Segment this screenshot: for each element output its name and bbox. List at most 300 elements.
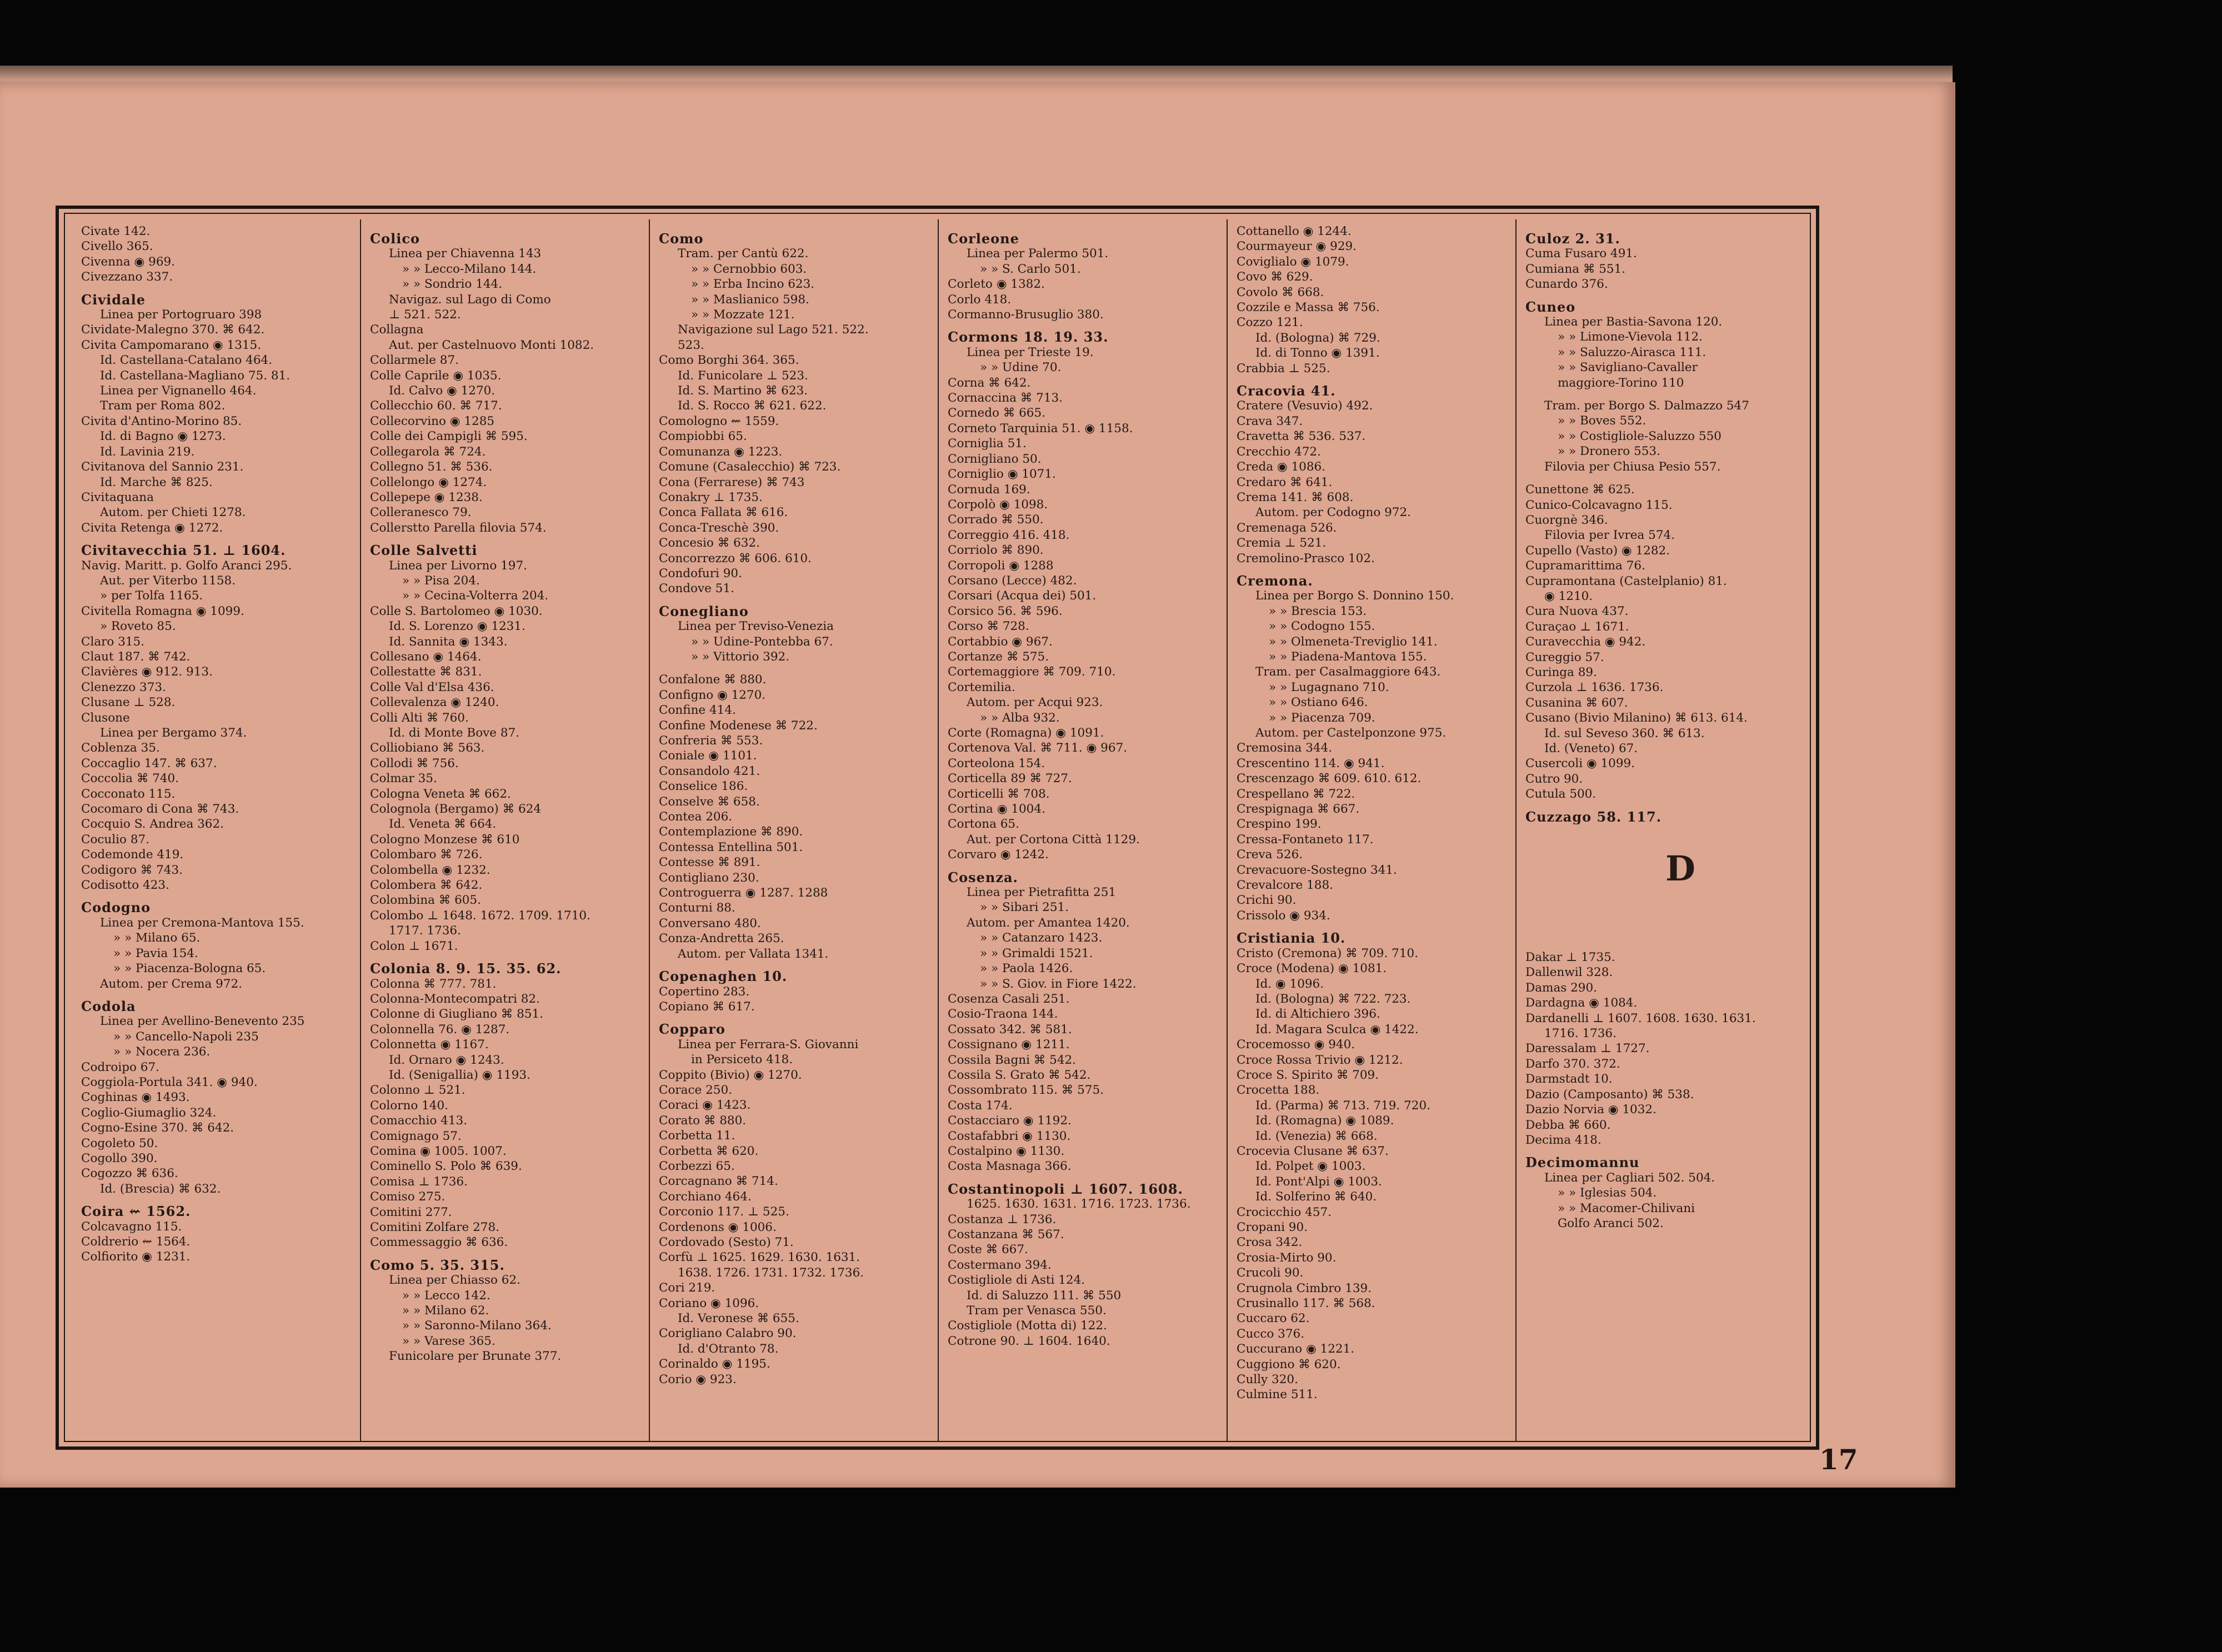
index-entry: Linea per Ferrara-S. Giovanni <box>678 1037 859 1052</box>
index-entry: Conselice 186. <box>659 779 748 794</box>
index-entry: Cratere (Vesuvio) 492. <box>1237 399 1373 413</box>
index-entry: Crespignaga ⌘ 667. <box>1237 802 1360 817</box>
index-entry: Comunanza ◉ 1223. <box>659 444 783 459</box>
index-entry: Cortina ◉ 1004. <box>948 802 1045 817</box>
index-heading: Cracovia 41. <box>1237 383 1336 399</box>
index-entry: Id. di Bagno ◉ 1273. <box>100 429 226 444</box>
index-entry: Collevalenza ◉ 1240. <box>370 695 499 710</box>
index-entry: Colle Caprile ◉ 1035. <box>370 368 502 383</box>
index-entry: Linea per Chiasso 62. <box>389 1273 521 1288</box>
index-entry: Clusone <box>81 710 130 725</box>
index-entry: » » Iglesias 504. <box>1558 1186 1657 1200</box>
index-entry: Conca Fallata ⌘ 616. <box>659 505 788 520</box>
index-entry: Cropani 90. <box>1237 1220 1308 1234</box>
index-entry: Cravetta ⌘ 536. 537. <box>1237 429 1366 444</box>
index-entry: Cogno-Esine 370. ⌘ 642. <box>81 1121 234 1135</box>
index-entry: Colli Alti ⌘ 760. <box>370 710 469 725</box>
index-entry: Credaro ⌘ 641. <box>1237 475 1333 489</box>
index-entry: » » Milano 62. <box>402 1304 489 1318</box>
index-entry: Id. Castellana-Magliano 75. 81. <box>100 368 291 383</box>
index-entry: Linea per Trieste 19. <box>967 345 1094 359</box>
index-entry: Colombina ⌘ 605. <box>370 893 481 908</box>
index-entry: Corpolò ◉ 1098. <box>948 497 1048 512</box>
index-entry: Conza-Andretta 265. <box>659 932 784 946</box>
index-entry: Collagna <box>370 323 424 337</box>
index-entry: Crichi 90. <box>1237 893 1297 908</box>
index-entry: Crema 141. ⌘ 608. <box>1237 490 1354 504</box>
index-entry: Collestatte ⌘ 831. <box>370 665 482 679</box>
index-entry: Linea per Livorno 197. <box>389 558 527 573</box>
index-entry: Corropoli ◉ 1288 <box>948 558 1054 573</box>
index-entry: Coraci ◉ 1423. <box>659 1098 751 1113</box>
index-entry: » » Pisa 204. <box>402 573 480 588</box>
index-entry: Corigliano Calabro 90. <box>659 1326 797 1341</box>
index-entry: Controguerra ◉ 1287. 1288 <box>659 886 828 900</box>
index-entry: » » Mozzate 121. <box>691 308 795 322</box>
index-heading: Culoz 2. 31. <box>1525 231 1620 247</box>
index-column-2 <box>361 219 650 1441</box>
index-heading: Cuzzago 58. 117. <box>1525 809 1662 825</box>
index-column-5 <box>1228 219 1517 1441</box>
index-entry: Colonna ⌘ 777. 781. <box>370 977 497 991</box>
index-entry: Corato ⌘ 880. <box>659 1113 747 1128</box>
index-entry: Cologno Monzese ⌘ 610 <box>370 832 520 847</box>
index-entry: Civitella Romagna ◉ 1099. <box>81 604 244 618</box>
index-entry: Contesse ⌘ 891. <box>659 855 760 870</box>
index-entry: Cormanno-Brusuglio 380. <box>948 308 1104 322</box>
index-entry: Id. (Senigallia) ◉ 1193. <box>389 1068 531 1082</box>
index-entry: Cotrone 90. ⊥ 1604. 1640. <box>948 1334 1110 1348</box>
index-entry: Crissolo ◉ 934. <box>1237 908 1330 923</box>
index-entry: Daressalam ⊥ 1727. <box>1525 1042 1650 1056</box>
index-heading: Coira ⇜ 1562. <box>81 1204 191 1219</box>
index-entry: Id. S. Martino ⌘ 623. <box>678 384 808 398</box>
index-entry: Corticella 89 ⌘ 727. <box>948 772 1072 786</box>
index-entry: Corcagnano ⌘ 714. <box>659 1174 778 1189</box>
index-entry: Cozzo 121. <box>1237 316 1303 330</box>
index-entry: Costacciaro ◉ 1192. <box>948 1114 1072 1128</box>
index-entry: Culmine 511. <box>1237 1388 1318 1402</box>
index-heading: Cristiania 10. <box>1237 930 1346 946</box>
index-entry: Civita Campomarano ◉ 1315. <box>81 338 262 352</box>
index-entry: Contea 206. <box>659 810 733 824</box>
index-entry: Cuorgnè 346. <box>1525 513 1608 527</box>
index-entry: Cortenova Val. ⌘ 711. ◉ 967. <box>948 741 1128 755</box>
index-entry: Curavecchia ◉ 942. <box>1525 635 1646 649</box>
index-heading: Colico <box>370 231 420 247</box>
index-entry: Autom. per Codogno 972. <box>1255 505 1411 520</box>
index-entry: Cuccurano ◉ 1221. <box>1237 1342 1355 1356</box>
index-entry: Cordenons ◉ 1006. <box>659 1220 777 1234</box>
index-entry: Creva 526. <box>1237 848 1303 862</box>
index-entry: Colonna-Montecompatri 82. <box>370 992 540 1006</box>
index-entry: Id. (Bologna) ⌘ 722. 723. <box>1255 992 1411 1006</box>
index-entry: Cureggio 57. <box>1525 650 1604 664</box>
index-entry: » Roveto 85. <box>100 619 176 634</box>
index-entry: Cremolino-Prasco 102. <box>1237 551 1375 565</box>
index-entry: Id. di Altichiero 396. <box>1255 1007 1380 1022</box>
index-entry: Codisotto 423. <box>81 878 169 893</box>
index-entry: Coghinas ◉ 1493. <box>81 1090 190 1105</box>
index-entry: Cogozzo ⌘ 636. <box>81 1167 178 1181</box>
index-entry: » » Savigliano-Cavaller <box>1558 361 1698 375</box>
index-entry: Croce Rossa Trivio ◉ 1212. <box>1237 1053 1403 1067</box>
index-entry: Cusanina ⌘ 607. <box>1525 695 1628 710</box>
index-entry: Cupramontana (Castelplanio) 81. <box>1525 574 1727 588</box>
index-entry: » » Limone-Vievola 112. <box>1558 330 1703 344</box>
index-entry: Cumiana ⌘ 551. <box>1525 262 1626 276</box>
index-entry: Id. di Monte Bove 87. <box>389 726 520 740</box>
index-entry: Id. S. Rocco ⌘ 621. 622. <box>678 399 827 413</box>
index-entry: Navig. Maritt. p. Golfo Aranci 295. <box>81 558 292 573</box>
index-entry: Cosenza Casali 251. <box>948 992 1070 1006</box>
index-entry: Colonnetta ◉ 1167. <box>370 1038 489 1052</box>
index-entry: Coviglialo ◉ 1079. <box>1237 254 1349 269</box>
index-entry: Cividate-Malegno 370. ⌘ 642. <box>81 323 265 337</box>
index-entry: Crava 347. <box>1237 414 1303 428</box>
index-entry: Cossila S. Grato ⌘ 542. <box>948 1068 1091 1082</box>
index-entry: Covolo ⌘ 668. <box>1237 285 1324 299</box>
index-entry: Coldrerio ⇜ 1564. <box>81 1235 191 1249</box>
index-entry: Civitaquana <box>81 490 154 504</box>
index-entry: Autom. per Acqui 923. <box>967 695 1103 710</box>
index-entry: » » S. Giov. in Fiore 1422. <box>980 977 1137 991</box>
index-entry: Id. S. Lorenzo ◉ 1231. <box>389 619 526 634</box>
index-entry: Conversano 480. <box>659 916 761 930</box>
index-heading: Cuneo <box>1525 299 1576 315</box>
index-entry: Id. (Parma) ⌘ 713. 719. 720. <box>1255 1098 1430 1113</box>
index-entry: Cunico-Colcavagno 115. <box>1525 498 1673 512</box>
index-entry: Costigliole (Motta di) 122. <box>948 1319 1107 1333</box>
index-entry: Corleto ◉ 1382. <box>948 277 1045 292</box>
index-entry: Civate 142. <box>81 224 151 238</box>
index-entry: Crevacuore-Sostegno 341. <box>1237 863 1397 877</box>
spacer <box>1525 919 1802 927</box>
index-entry: Cossombrato 115. ⌘ 575. <box>948 1083 1104 1098</box>
index-entry: Dardagna ◉ 1084. <box>1525 996 1638 1010</box>
index-entry: Id. (Romagna) ◉ 1089. <box>1255 1114 1394 1128</box>
index-entry: Cremenaga 526. <box>1237 520 1337 535</box>
index-entry: Id. Castellana-Catalano 464. <box>100 353 273 368</box>
index-entry: Corbetta 11. <box>659 1129 735 1143</box>
index-entry: Colonno ⊥ 521. <box>370 1083 466 1098</box>
index-entry: Claro 315. <box>81 634 145 649</box>
index-entry: Colmar 35. <box>370 772 437 786</box>
index-entry: maggiore-Torino 110 <box>1558 376 1684 390</box>
index-column-1 <box>72 219 361 1441</box>
index-entry: Collelongo ◉ 1274. <box>370 475 487 489</box>
spacer <box>1525 474 1802 482</box>
index-entry: Commessaggio ⌘ 636. <box>370 1235 508 1250</box>
index-entry: Codemonde 419. <box>81 848 184 862</box>
spacer <box>1525 942 1802 950</box>
index-entry: Linea per Chiavenna 143 <box>389 247 542 261</box>
index-entry: in Persiceto 418. <box>691 1053 793 1067</box>
index-entry: » » Piadena-Mantova 155. <box>1269 649 1427 664</box>
index-entry: Civita Retenga ◉ 1272. <box>81 520 223 535</box>
index-entry: Cocconato 115. <box>81 787 176 801</box>
index-entry: Linea per Pietrafitta 251 <box>967 885 1117 900</box>
index-entry: Corlo 418. <box>948 292 1012 307</box>
index-entry: » » Costigliole-Saluzzo 550 <box>1558 429 1721 443</box>
index-entry: Corna ⌘ 642. <box>948 376 1031 390</box>
index-entry: » » Nocera 236. <box>113 1045 211 1059</box>
index-entry: Clenezzo 373. <box>81 680 166 694</box>
index-entry: Corchiano 464. <box>659 1189 752 1204</box>
index-entry: Linea per Avellino-Benevento 235 <box>100 1014 305 1029</box>
index-entry: Collepepe ◉ 1238. <box>370 490 483 504</box>
index-entry: Confine 414. <box>659 703 736 718</box>
index-entry: Id. Marche ⌘ 825. <box>100 475 213 489</box>
index-heading: Codola <box>81 998 136 1014</box>
index-entry: Contessa Entellina 501. <box>659 840 803 854</box>
index-entry: Id. Veneta ⌘ 664. <box>389 817 497 832</box>
index-entry: Conturni 88. <box>659 901 735 915</box>
index-entry: Cupello (Vasto) ◉ 1282. <box>1525 543 1670 558</box>
index-entry: Dazio (Camposanto) ⌘ 538. <box>1525 1087 1694 1102</box>
index-entry: Crescentino 114. ◉ 941. <box>1237 756 1385 770</box>
index-entry: » » Macomer-Chilivani <box>1558 1201 1695 1215</box>
index-entry: Corrado ⌘ 550. <box>948 513 1044 527</box>
index-entry: Collerstto Parella filovia 574. <box>370 520 547 535</box>
index-entry: Confalone ⌘ 880. <box>659 673 767 687</box>
index-entry: Coculio 87. <box>81 832 150 847</box>
index-entry: Curaçao ⊥ 1671. <box>1525 619 1629 634</box>
index-entry: Colon ⊥ 1671. <box>370 939 458 953</box>
index-entry: Corinaldo ◉ 1195. <box>659 1357 770 1371</box>
index-entry: Linea per Vignanello 464. <box>100 384 257 398</box>
index-entry: Croce S. Spirito ⌘ 709. <box>1237 1068 1379 1082</box>
index-entry: Linea per Portogruaro 398 <box>100 308 262 322</box>
index-entry: » » Sondrio 144. <box>402 277 503 292</box>
index-entry: Coccolia ⌘ 740. <box>81 772 179 786</box>
index-entry: Autom. per Crema 972. <box>100 977 242 991</box>
index-entry: Croce (Modena) ◉ 1081. <box>1237 962 1387 976</box>
index-entry: Tram. per Cantù 622. <box>678 247 809 261</box>
index-entry: Cori 219. <box>659 1281 715 1295</box>
index-entry: » » Cecina-Volterra 204. <box>402 589 549 603</box>
index-column-3 <box>650 219 939 1441</box>
index-entry: Cominello S. Polo ⌘ 639. <box>370 1159 522 1174</box>
index-entry: Costermano 394. <box>948 1258 1052 1272</box>
index-entry: Cusercoli ◉ 1099. <box>1525 757 1635 771</box>
index-entry: Civita d'Antino-Morino 85. <box>81 414 242 428</box>
index-entry: Colognola (Bergamo) ⌘ 624 <box>370 802 541 817</box>
index-entry: Collesano ◉ 1464. <box>370 649 482 664</box>
index-entry: Cossato 342. ⌘ 581. <box>948 1022 1072 1037</box>
index-entry: Crusinallo 117. ⌘ 568. <box>1237 1296 1375 1311</box>
index-heading: Corleone <box>948 231 1019 247</box>
index-heading: Colonia 8. 9. 15. 35. 62. <box>370 961 562 977</box>
index-entry: Clavières ◉ 912. 913. <box>81 665 213 679</box>
index-entry: Concesio ⌘ 632. <box>659 536 760 550</box>
index-entry: Crabbia ⊥ 525. <box>1237 361 1330 376</box>
index-entry: Coriano ◉ 1096. <box>659 1296 759 1310</box>
index-entry: Cressa-Fontaneto 117. <box>1237 832 1374 847</box>
index-entry: Cocomaro di Cona ⌘ 743. <box>81 802 239 817</box>
index-heading: Colle Salvetti <box>370 543 478 558</box>
index-entry: » » Milano 65. <box>113 931 201 945</box>
spacer <box>1525 934 1802 942</box>
index-entry: Corvaro ◉ 1242. <box>948 848 1049 862</box>
index-entry: Dallenwil 328. <box>1525 965 1613 980</box>
index-heading: Civitavecchia 51. ⊥ 1604. <box>81 543 286 558</box>
index-entry: 523. <box>678 338 704 352</box>
index-entry: » » Piacenza 709. <box>1269 710 1375 725</box>
index-entry: Crescenzago ⌘ 609. 610. 612. <box>1237 772 1422 786</box>
index-entry: Corniglio ◉ 1071. <box>948 467 1056 482</box>
index-entry: Cucco 376. <box>1237 1326 1305 1341</box>
index-entry: Confreria ⌘ 553. <box>659 734 763 748</box>
index-entry: Como Borghi 364. 365. <box>659 353 799 368</box>
index-entry: Cornuda 169. <box>948 482 1030 497</box>
index-entry: Corsari (Acqua dei) 501. <box>948 589 1097 603</box>
index-entry: Confine Modenese ⌘ 722. <box>659 718 818 733</box>
index-entry: Id. (Venezia) ⌘ 668. <box>1255 1129 1378 1143</box>
index-entry: Copiano ⌘ 617. <box>659 999 755 1014</box>
index-entry: Cornedo ⌘ 665. <box>948 406 1045 420</box>
index-entry: Costanzana ⌘ 567. <box>948 1228 1064 1241</box>
index-entry: 1716. 1736. <box>1544 1027 1617 1041</box>
index-entry: Id. (Brescia) ⌘ 632. <box>100 1182 221 1196</box>
index-entry: Tram per Venasca 550. <box>967 1304 1107 1318</box>
index-entry: Civenna ◉ 969. <box>81 254 176 269</box>
index-entry: » » Dronero 553. <box>1558 444 1660 459</box>
index-entry: Condofuri 90. <box>659 566 742 580</box>
index-entry: Cordovado (Sesto) 71. <box>659 1235 794 1249</box>
index-entry: Corsano (Lecce) 482. <box>948 573 1077 588</box>
index-entry: » » Cancello-Napoli 235 <box>113 1029 259 1044</box>
index-entry: Crosia-Mirto 90. <box>1237 1250 1337 1265</box>
index-entry: Coblenza 35. <box>81 741 160 755</box>
index-heading: Cormons 18. 19. 33. <box>948 329 1109 345</box>
index-entry: Consandolo 421. <box>659 764 760 778</box>
index-entry: Comiso 275. <box>370 1190 446 1204</box>
index-entry: Collecorvino ◉ 1285 <box>370 414 495 428</box>
index-entry: ⊥ 521. 522. <box>389 308 461 322</box>
index-entry: Id. ◉ 1096. <box>1255 977 1324 991</box>
index-entry: Comignago 57. <box>370 1129 462 1143</box>
index-entry: Cortanze ⌘ 575. <box>948 649 1049 664</box>
index-entry: Autom. per Vallata 1341. <box>678 947 829 961</box>
index-entry: Cuggiono ⌘ 620. <box>1237 1357 1341 1371</box>
index-entry: » » Ostiano 646. <box>1269 695 1368 710</box>
index-entry: Conakry ⊥ 1735. <box>659 490 763 504</box>
index-entry: Linea per Cagliari 502. 504. <box>1544 1170 1715 1185</box>
index-entry: Id. (Bologna) ⌘ 729. <box>1255 331 1380 345</box>
index-entry: Id. Pont'Alpi ◉ 1003. <box>1255 1174 1382 1189</box>
index-entry: » » Saronno-Milano 364. <box>402 1319 552 1333</box>
section-letter: D <box>1665 848 1695 889</box>
index-entry: Aut. per Castelnuovo Monti 1082. <box>389 338 594 352</box>
index-entry: Cremia ⊥ 521. <box>1237 536 1327 550</box>
index-entry: Costa 174. <box>948 1098 1013 1113</box>
index-heading: Cividale <box>81 292 146 308</box>
index-entry: Corticelli ⌘ 708. <box>948 787 1050 801</box>
index-columns <box>72 219 1805 1441</box>
index-entry: Cortemaggiore ⌘ 709. 710. <box>948 665 1116 679</box>
index-entry: Crocevia Clusane ⌘ 637. <box>1237 1144 1389 1158</box>
spacer <box>659 664 934 672</box>
index-entry: » » Sibari 251. <box>980 900 1069 915</box>
index-entry: Colombella ◉ 1232. <box>370 863 491 877</box>
index-entry: » » Brescia 153. <box>1269 604 1367 618</box>
index-entry: Cocquio S. Andrea 362. <box>81 817 224 832</box>
index-entry: Crevalcore 188. <box>1237 878 1333 893</box>
index-entry: Comitini Zolfare 278. <box>370 1220 499 1234</box>
index-entry: Id. sul Seveso 360. ⌘ 613. <box>1544 726 1705 740</box>
index-entry: Coniale ◉ 1101. <box>659 749 757 763</box>
index-entry: Cogoleto 50. <box>81 1136 158 1150</box>
index-entry: Cosio-Traona 144. <box>948 1007 1058 1022</box>
index-heading: Copparo <box>659 1022 725 1037</box>
index-entry: Cristo (Cremona) ⌘ 709. 710. <box>1237 946 1419 960</box>
index-entry: Corfù ⊥ 1625. 1629. 1630. 1631. <box>659 1250 860 1265</box>
index-entry: Costanza ⊥ 1736. <box>948 1212 1057 1227</box>
index-entry: Cutula 500. <box>1525 787 1597 802</box>
index-entry: Dardanelli ⊥ 1607. 1608. 1630. 1631. <box>1525 1011 1756 1025</box>
index-entry: 1625. 1630. 1631. 1716. 1723. 1736. <box>967 1197 1191 1212</box>
index-entry: Crucoli 90. <box>1237 1266 1304 1280</box>
index-entry: Filovia per Chiusa Pesio 557. <box>1544 459 1721 474</box>
index-entry: Corso ⌘ 728. <box>948 619 1029 634</box>
index-entry: Tram per Roma 802. <box>100 399 226 413</box>
index-entry: Cortabbio ◉ 967. <box>948 634 1053 649</box>
index-entry: 1638. 1726. 1731. 1732. 1736. <box>678 1265 864 1280</box>
index-entry: Corriolo ⌘ 890. <box>948 543 1044 558</box>
index-entry: Linea per Treviso-Venezia <box>678 619 834 634</box>
index-entry: Cuma Fusaro 491. <box>1525 247 1637 261</box>
index-entry: Navigaz. sul Lago di Como <box>389 292 551 307</box>
index-entry: Comisa ⊥ 1736. <box>370 1174 468 1189</box>
index-entry: Id. d'Otranto 78. <box>678 1341 779 1356</box>
index-entry: Codigoro ⌘ 743. <box>81 863 183 877</box>
index-entry: Comologno ⇜ 1559. <box>659 414 779 428</box>
index-entry: Cunardo 376. <box>1525 277 1608 292</box>
index-entry: » » Lugagnano 710. <box>1269 680 1389 694</box>
index-entry: Colombera ⌘ 642. <box>370 878 483 893</box>
index-entry: Colleranesco 79. <box>370 505 472 520</box>
index-entry: Collarmele 87. <box>370 353 459 368</box>
index-entry: Costafabbri ◉ 1130. <box>948 1129 1071 1143</box>
index-entry: Cornigliano 50. <box>948 452 1042 466</box>
index-entry: Tram. per Casalmaggiore 643. <box>1255 665 1441 679</box>
index-entry: » » Codogno 155. <box>1269 619 1375 634</box>
index-entry: Id. Magara Sculca ◉ 1422. <box>1255 1022 1419 1037</box>
index-entry: Id. Lavinia 219. <box>100 444 195 459</box>
index-entry: Linea per Borgo S. Donnino 150. <box>1255 589 1454 603</box>
index-entry: Colle dei Campigli ⌘ 595. <box>370 429 528 444</box>
index-entry: Colliobiano ⌘ 563. <box>370 741 485 755</box>
index-entry: » » Piacenza-Bologna 65. <box>113 962 266 976</box>
index-entry: » » Alba 932. <box>980 710 1060 725</box>
index-heading: Decimomannu <box>1525 1155 1640 1170</box>
index-entry: Civezzano 337. <box>81 270 173 284</box>
index-entry: Comacchio 413. <box>370 1114 468 1128</box>
page-number: 17 <box>1819 1443 1858 1476</box>
index-entry: » » Udine-Pontebba 67. <box>691 634 833 649</box>
index-entry: » » Pavia 154. <box>113 946 198 960</box>
index-entry: Golfo Aranci 502. <box>1558 1216 1664 1230</box>
index-entry: Costigliole di Asti 124. <box>948 1273 1085 1288</box>
index-entry: Condove 51. <box>659 582 734 596</box>
index-heading: Como 5. 35. 315. <box>370 1257 505 1273</box>
index-heading: Cosenza. <box>948 869 1018 885</box>
index-heading: Cremona. <box>1237 573 1313 589</box>
index-entry: Compiobbi 65. <box>659 429 747 444</box>
index-entry: Id. Veronese ⌘ 655. <box>678 1311 799 1326</box>
index-entry: Cogollo 390. <box>81 1151 158 1165</box>
